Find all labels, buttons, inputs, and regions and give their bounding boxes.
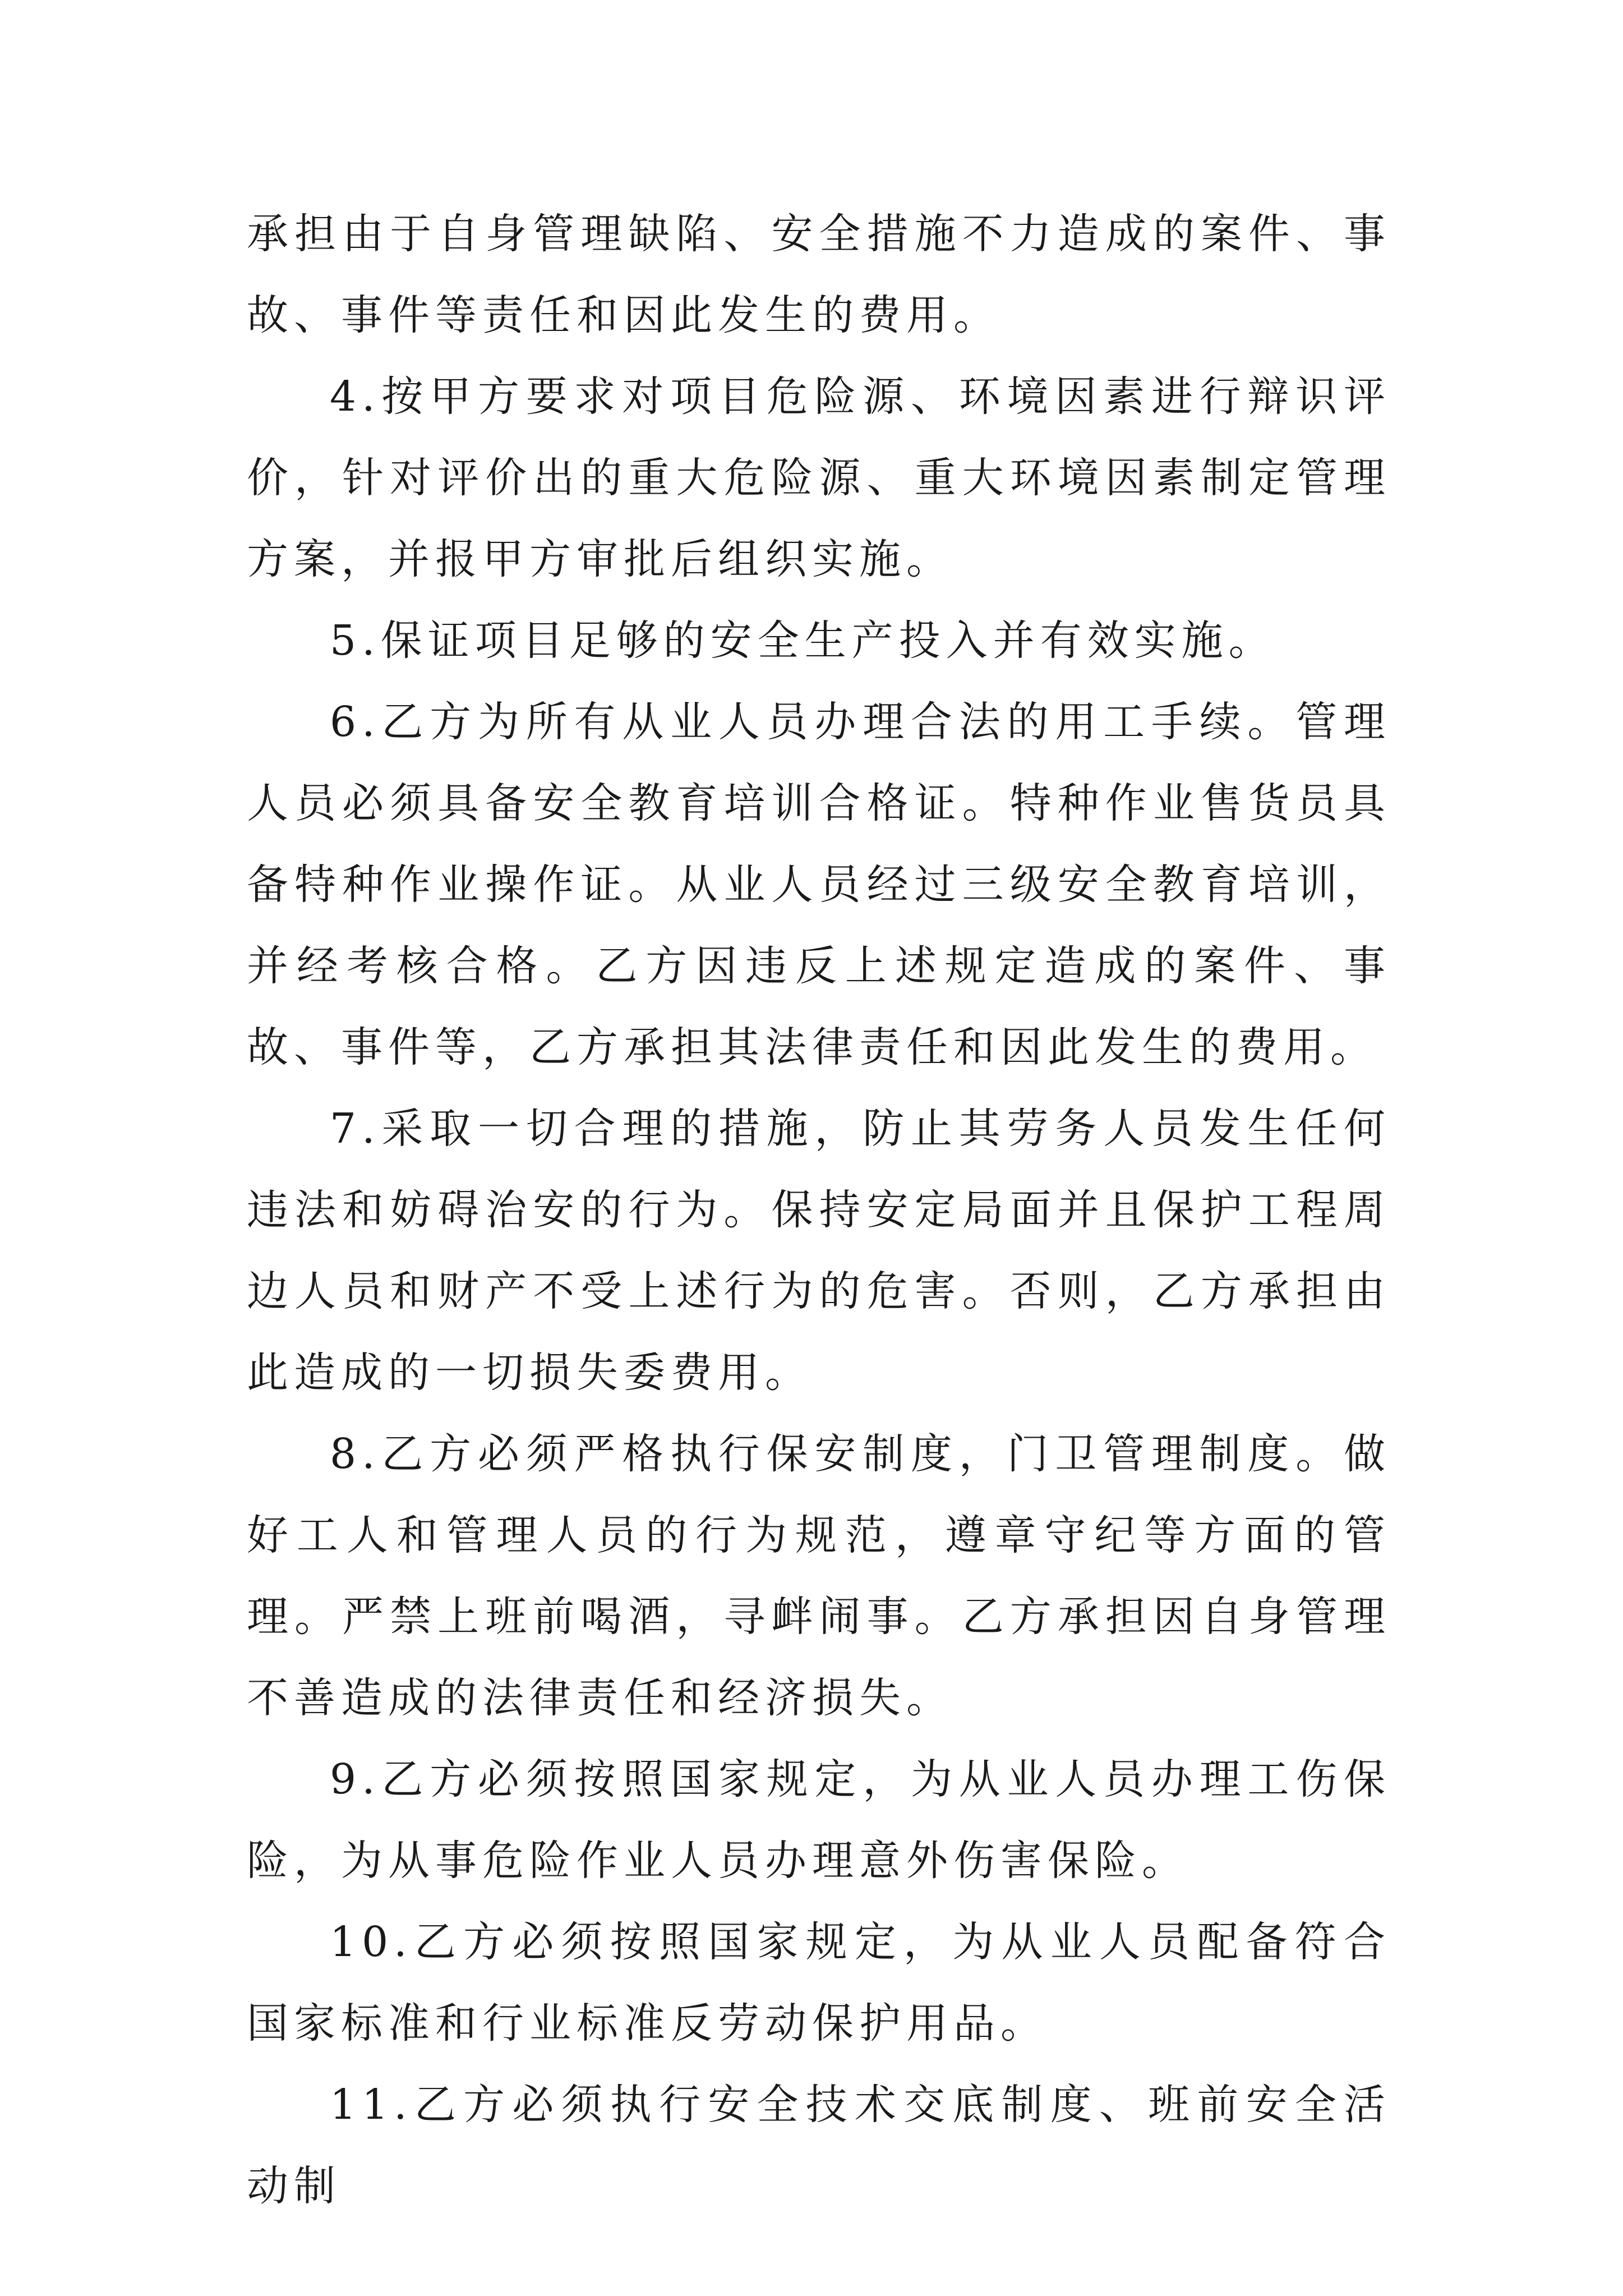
document-body [247, 194, 1391, 2227]
paragraph-item-10: 10.乙方必须按照国家规定，为从业人员配备符合国家标准和行业标准反劳动保护用品。 [247, 1918, 1391, 2047]
paragraph-continuation: 承担由于自身管理缺陷、安全措施不力造成的案件、事故、事件等责任和因此发生的费用。 [247, 210, 1391, 339]
paragraph-item-11: 11.乙方必须执行安全技术交底制度、班前安全活动制 [247, 2081, 1391, 2210]
paragraph-item-4: 4.按甲方要求对项目危险源、环境因素进行辩识评价，针对评价出的重大危险源、重大环境因素制定管理方案，并报甲方审批后组织实施。 [247, 372, 1391, 583]
paragraph-item-8: 8.乙方必须严格执行保安制度，门卫管理制度。做好工人和管理人员的行为规范，遵章守纪等方面的管理。严禁上班前喝酒，寻衅闹事。乙方承担因自身管理不善造成的法律责任和经济损失。 [247, 1430, 1391, 1722]
paragraph-item-9: 9.乙方必须按照国家规定，为从业人员办理工伤保险，为从事危险作业人员办理意外伤害保险。 [247, 1755, 1391, 1885]
paragraph-item-5: 5.保证项目足够的安全生产投入并有效实施。 [330, 616, 1276, 665]
paragraph-item-6: 6.乙方为所有从业人员办理合法的用工手续。管理人员必须具备安全教育培训合格证。特种作业售货员具备特种作业操作证。从业人员经过三级安全教育培训，并经考核合格。乙方因违反上述规定造成的案件、事故、事件等，乙方承担其法律责任和因此发生的费用。 [247, 698, 1391, 1071]
paragraph-item-7: 7.采取一切合理的措施，防止其劳务人员发生任何违法和妨碍治安的行为。保持安定局面并且保护工程周边人员和财产不受上述行为的危害。否则，乙方承担由此造成的一切损失委费用。 [247, 1105, 1391, 1397]
